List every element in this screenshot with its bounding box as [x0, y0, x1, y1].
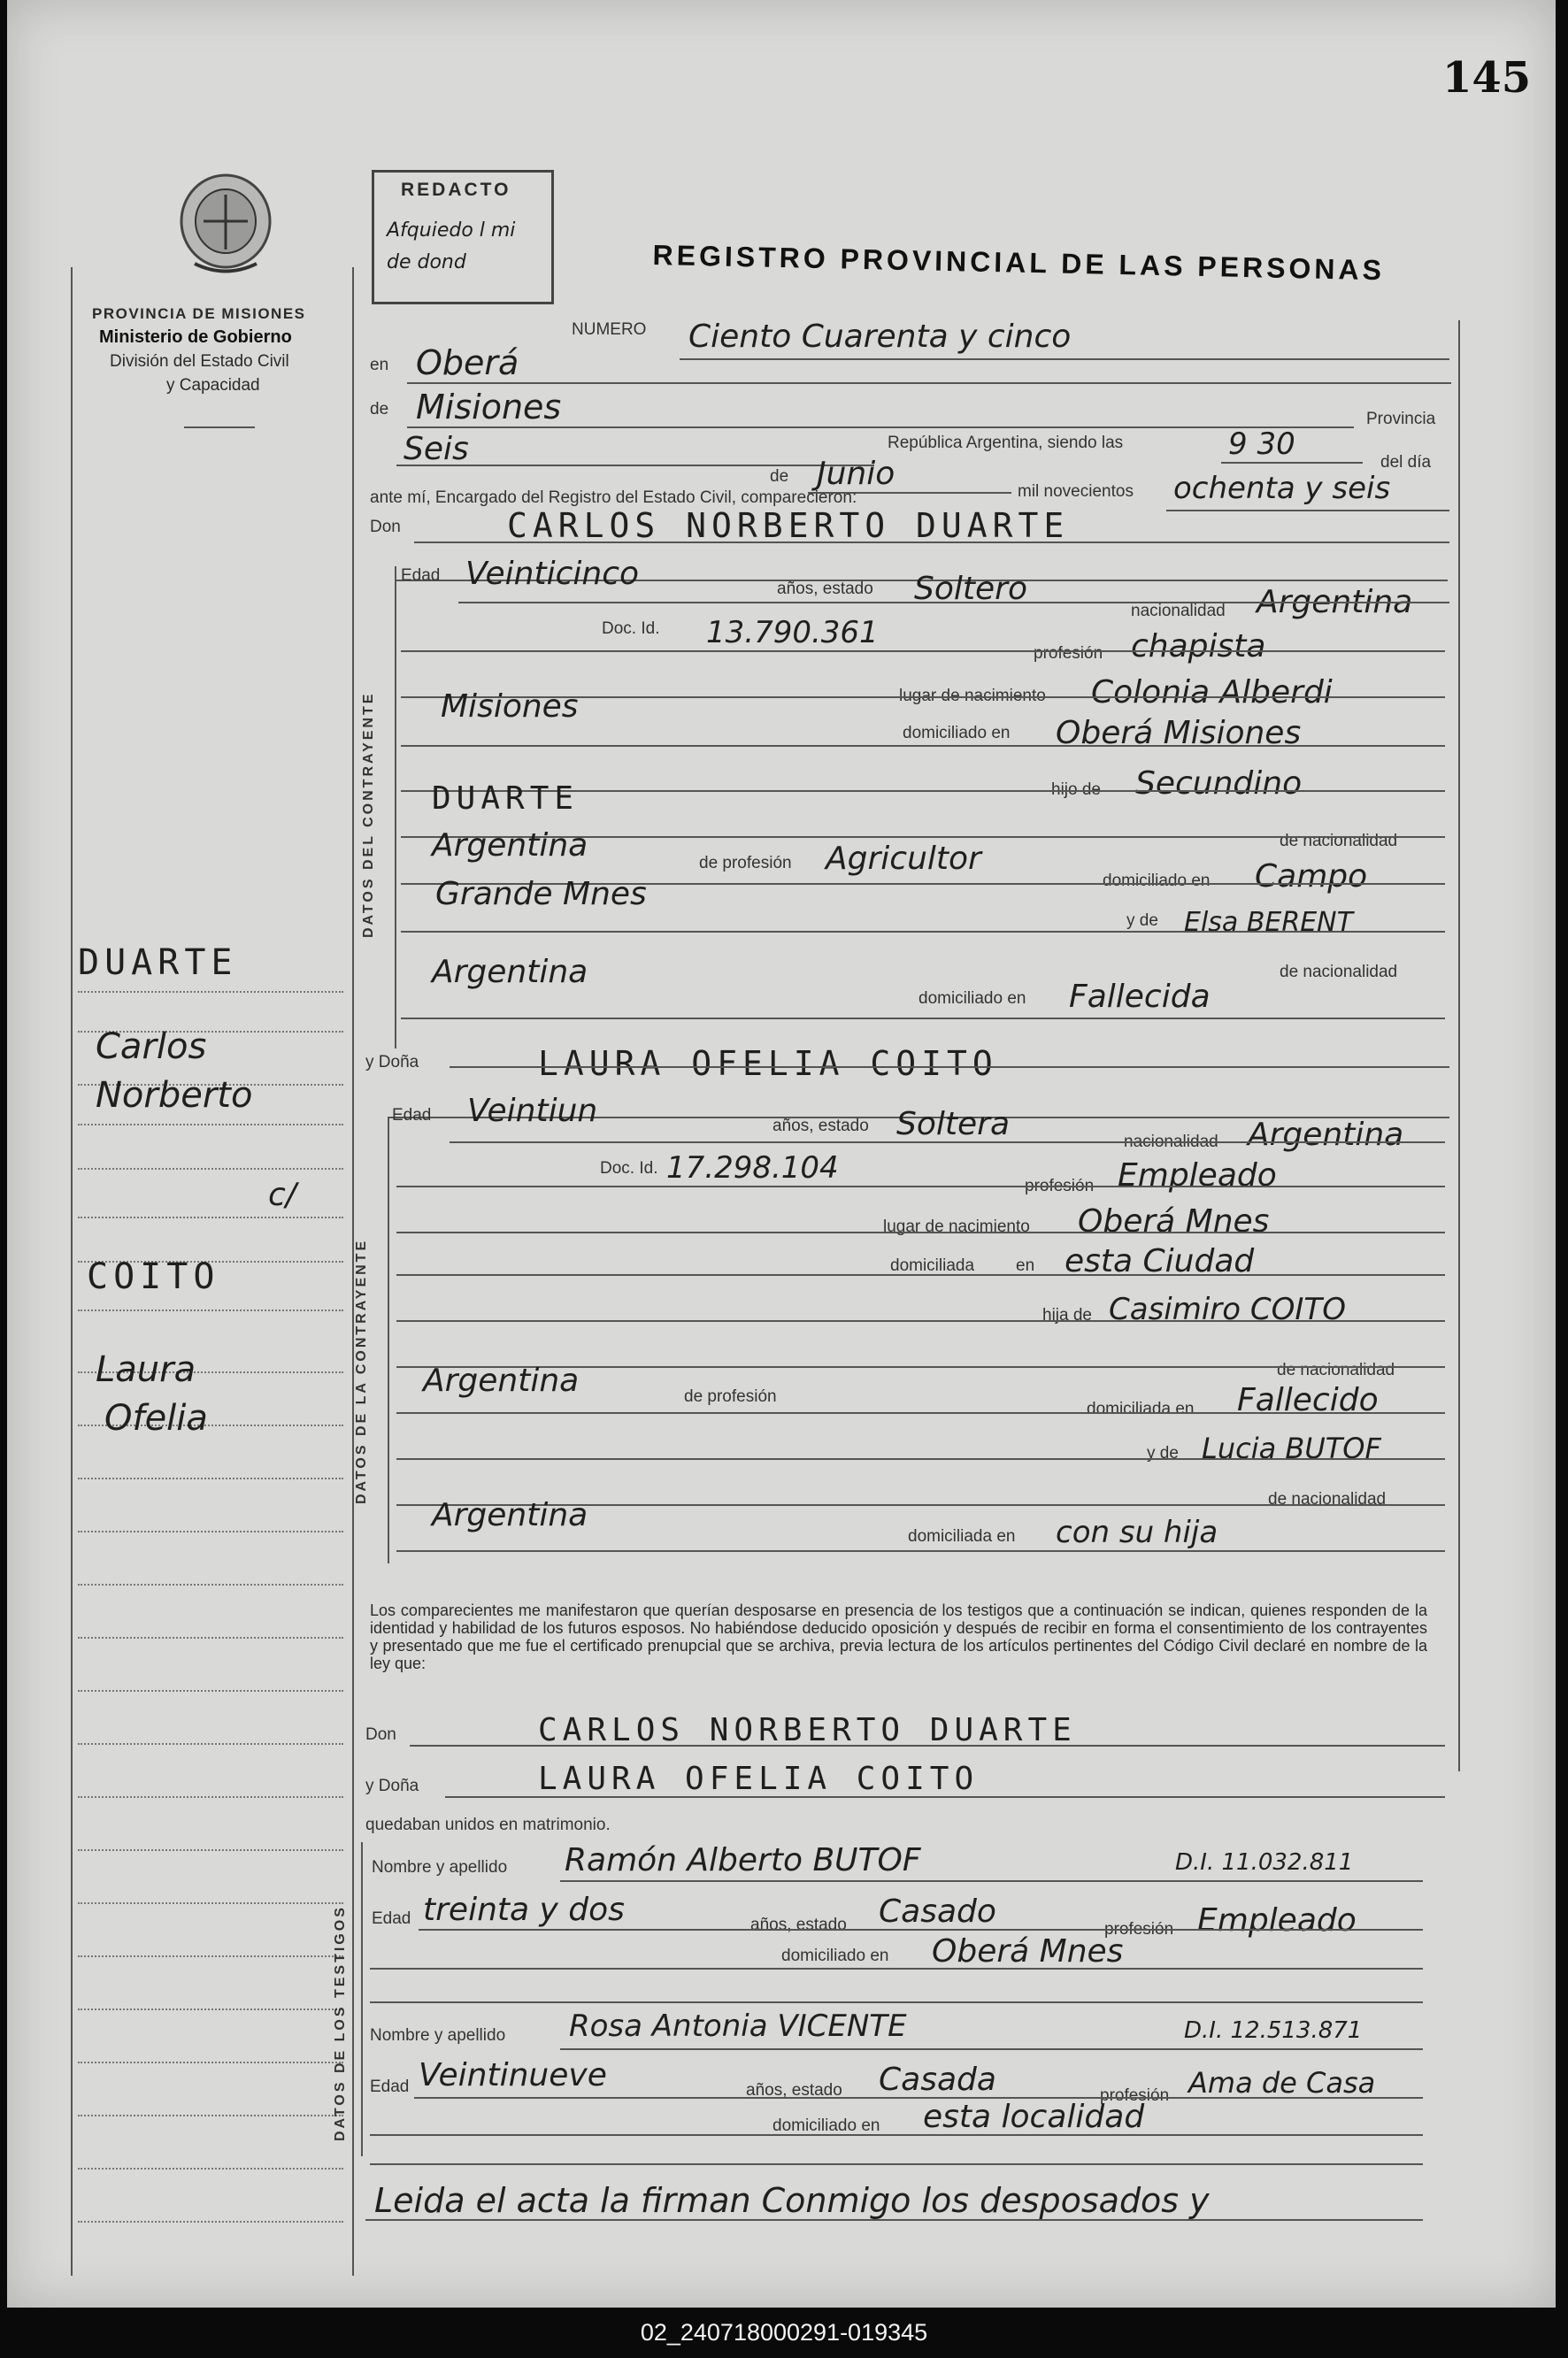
label-en: en [370, 356, 389, 374]
label-bride-edad: Edad [392, 1106, 432, 1125]
label-groom-padre-dom: domiciliado en [1103, 872, 1211, 890]
value-bride-domicilio: esta Ciudad [1065, 1243, 1255, 1279]
coat-of-arms-icon [168, 168, 283, 283]
value-groom-estado: Soltero [914, 571, 1027, 607]
value-bride-madre: Lucia BUTOF [1202, 1432, 1381, 1465]
label-w1-domicilio: domiciliado en [781, 1947, 889, 1965]
label-groom-nacionalidad: nacionalidad [1131, 602, 1226, 620]
value-en: Oberá [416, 343, 519, 382]
label-de-provincia: de [370, 400, 389, 419]
value-w1-nombre: Ramón Alberto BUTOF [565, 1842, 921, 1878]
value-bride-padre-dom: Fallecido [1237, 1382, 1379, 1418]
value-mes: Junio [817, 456, 895, 492]
value-groom-madre: Elsa BERENT [1184, 907, 1353, 938]
label-dona: y Doña [365, 1053, 419, 1071]
value-bride-padre: Casimiro COITO [1109, 1292, 1346, 1327]
value-groom-padre-apellido: DUARTE [432, 780, 580, 817]
value-w2-edad: Veintinueve [419, 2057, 607, 2093]
value-w2-estado: Casada [879, 2062, 996, 2098]
margin-bride-name-1: Laura [96, 1349, 196, 1390]
value-groom-padre-prof: Agricultor [826, 841, 981, 877]
value-groom-doc: 13.790.361 [706, 615, 879, 650]
label-bride-doc: Doc. Id. [600, 1159, 658, 1178]
label-decl-don: Don [365, 1725, 396, 1744]
label-de-mes: de [770, 467, 789, 486]
value-w2-nombre: Rosa Antonia VICENTE [569, 2009, 907, 2044]
value-bride-estado: Soltera [896, 1106, 1011, 1142]
label-bride-padre-dom: domiciliada en [1087, 1400, 1195, 1418]
value-groom-domicilio: Oberá Misiones [1056, 715, 1302, 751]
value-hora: 9 30 [1228, 426, 1295, 462]
label-w2-profesion: profesión [1100, 2086, 1170, 2105]
seal-ministry: Ministerio de Gobierno [99, 327, 292, 347]
value-dia: Seis [404, 431, 469, 467]
label-groom-doc: Doc. Id. [602, 619, 660, 638]
seal-capacidad: y Capacidad [166, 376, 260, 395]
value-groom-nacionalidad: Argentina [1257, 584, 1413, 620]
value-decl-dona: LAURA OFELIA COITO [538, 1761, 980, 1797]
label-bride-profesion: profesión [1025, 1177, 1095, 1195]
page-number: 145 [1442, 53, 1532, 103]
value-groom-lugar-nac: Colonia Alberdi [1091, 674, 1333, 710]
value-groom-madre-nac: Argentina [432, 954, 588, 990]
value-bride-doc: 17.298.104 [666, 1150, 839, 1186]
value-bride-edad: Veintiun [467, 1093, 598, 1129]
label-don: Don [370, 518, 401, 536]
stamp-handwriting: Afquiedo l mi de dond [387, 219, 516, 273]
label-bride-nacionalidad: nacionalidad [1124, 1133, 1218, 1151]
margin-bride-name-2: Ofelia [104, 1398, 208, 1439]
value-groom-profesion: chapista [1131, 628, 1266, 664]
side-label-contrayente-f: DATOS DE LA CONTRAYENTE [354, 1238, 369, 1504]
label-w2-nombre: Nombre y apellido [370, 2026, 506, 2045]
label-w1-nombre: Nombre y apellido [372, 1858, 508, 1877]
seal-province: PROVINCIA DE MISIONES [92, 305, 306, 322]
label-groom-padre-nac: de nacionalidad [1280, 832, 1398, 850]
label-bride-padre-prof: de profesión [684, 1387, 777, 1406]
value-groom-edad: Veinticinco [465, 556, 640, 592]
value-bride-madre-dom: con su hija [1056, 1515, 1218, 1550]
label-groom-madre-dom: domiciliado en [919, 989, 1026, 1008]
value-w1-doc: D.I. 11.032.811 [1175, 1849, 1354, 1876]
label-groom-padre-prof: de profesión [699, 854, 792, 872]
value-groom-madre-dom: Fallecida [1069, 979, 1211, 1015]
redacto-stamp [372, 170, 554, 304]
label-w2-edad: Edad [370, 2078, 410, 2096]
label-groom-edad: Edad [401, 566, 441, 585]
label-groom-domicilio: domiciliado en [903, 724, 1011, 742]
label-groom-madre-nac: de nacionalidad [1280, 963, 1398, 981]
value-bride-madre-nac: Argentina [432, 1497, 588, 1533]
margin-name-1: Carlos [96, 1026, 207, 1067]
value-w1-profesion: Empleado [1197, 1902, 1357, 1939]
value-groom-padre: Secundino [1135, 765, 1303, 802]
label-del-dia: del día [1380, 453, 1432, 472]
label-groom-estado: años, estado [777, 580, 873, 598]
label-bride-y-de: y de [1147, 1444, 1179, 1463]
value-w2-profesion: Ama de Casa [1188, 2066, 1376, 2100]
value-w1-domicilio: Oberá Mnes [932, 1933, 1124, 1970]
side-label-contrayente: DATOS DEL CONTRAYENTE [361, 691, 376, 938]
label-w1-profesion: profesión [1104, 1920, 1174, 1939]
label-w1-edad: Edad [372, 1909, 411, 1928]
label-bride-hija: hija de [1042, 1306, 1092, 1325]
value-dona: LAURA OFELIA COITO [538, 1044, 998, 1083]
value-decl-don: CARLOS NORBERTO DUARTE [538, 1712, 1077, 1748]
value-w2-domicilio: esta localidad [923, 2099, 1145, 2135]
margin-contra: c/ [268, 1177, 296, 1213]
label-w1-estado: años, estado [750, 1916, 847, 1934]
stamp-title: REDACTO [401, 180, 511, 200]
document-page [7, 0, 1556, 2308]
value-w1-edad: treinta y dos [423, 1892, 625, 1928]
value-provincia: Misiones [416, 388, 562, 426]
label-quedaban: quedaban unidos en matrimonio. [365, 1816, 611, 1834]
value-groom-padre-dom-2: Grande Mnes [435, 876, 647, 912]
label-mil-novecientos: mil novecientos [1018, 482, 1134, 501]
value-bride-nacionalidad: Argentina [1248, 1117, 1404, 1153]
label-republica: República Argentina, siendo las [888, 434, 1124, 452]
label-bride-madre-nac: de nacionalidad [1268, 1490, 1387, 1509]
closing-text: Leida el acta la firman Conmigo los desposados y [374, 2181, 1210, 2220]
value-bride-lugar-nac: Oberá Mnes [1078, 1203, 1270, 1240]
label-groom-lugar-nac: lugar de nacimiento [899, 687, 1046, 705]
value-w1-estado: Casado [879, 1893, 996, 1930]
label-ante-mi: ante mí, Encargado del Registro del Estado Civil, comparecieron: [370, 488, 857, 507]
value-anio: ochenta y seis [1173, 471, 1391, 506]
value-don: CARLOS NORBERTO DUARTE [507, 506, 1070, 545]
value-w2-doc: D.I. 12.513.871 [1184, 2017, 1363, 2044]
value-bride-profesion: Empleado [1118, 1157, 1277, 1194]
value-groom-lugar-nac-2: Misiones [441, 688, 579, 725]
value-groom-padre-dom: Campo [1255, 858, 1368, 895]
margin-bride-surname: COITO [87, 1256, 220, 1297]
label-bride-en: en [1016, 1256, 1035, 1275]
label-bride-domiciliada: domiciliada [890, 1256, 975, 1275]
side-label-testigos: DATOS DE LOS TESTIGOS [333, 1905, 348, 2141]
label-bride-estado: años, estado [772, 1117, 869, 1135]
value-numero: Ciento Cuarenta y cinco [688, 319, 1072, 355]
label-groom-y-de: y de [1126, 911, 1158, 930]
label-decl-dona: y Doña [365, 1777, 419, 1795]
label-bride-madre-dom: domiciliada en [908, 1527, 1016, 1546]
label-w2-domicilio: domiciliado en [772, 2116, 880, 2135]
seal-division: División del Estado Civil [110, 352, 289, 371]
margin-name-2: Norberto [96, 1075, 253, 1116]
label-provincia: Provincia [1366, 410, 1436, 428]
declaration-paragraph: Los comparecientes me manifestaron que querían desposarse en presencia de los testigos que a continuación se indican, quienes responden de la identidad y habilidad de los futuros esposos. No habiéndose deducido oposición y después de recibir en forma el consentimiento de los contrayentes y presentado que me fue el certificado prenupcial que se archiva, previa lectura de los artículos pertinentes del Código Civil declaré en nombre de la ley que: [370, 1601, 1427, 1672]
label-bride-lugar-nac: lugar de nacimiento [883, 1217, 1030, 1236]
value-groom-padre-nac: Argentina [432, 827, 588, 864]
label-numero: NUMERO [572, 320, 647, 339]
label-bride-padre-nac: de nacionalidad [1277, 1361, 1395, 1379]
label-w2-estado: años, estado [746, 2081, 842, 2100]
label-groom-hijo: hijo de [1051, 780, 1101, 799]
image-footer-id: 02_240718000291-019345 [0, 2308, 1568, 2358]
margin-surname: DUARTE [78, 942, 238, 983]
value-bride-padre-nac: Argentina [423, 1363, 580, 1399]
label-groom-profesion: profesión [1034, 644, 1103, 663]
page-title: REGISTRO PROVINCIAL DE LAS PERSONAS [652, 239, 1386, 287]
